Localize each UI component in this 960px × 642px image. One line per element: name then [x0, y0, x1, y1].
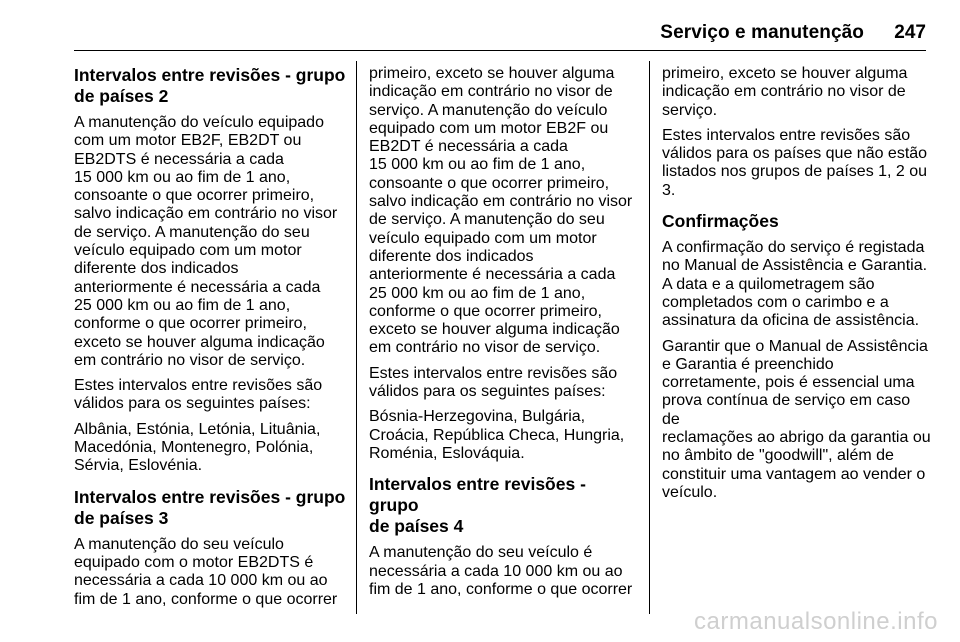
paragraph: A manutenção do veículo equipado com um motor EB2F, EB2DT ou EB2DTS é necessária a cada 15 000 km ou ao fim de 1 ano, consoante o que ocorrer primeiro, salvo indicação em contrário no visor de serviço. A manutenção do seu veículo equipado com um motor diferente dos indicados anteriormente é necessária a cada 25 000 km ou ao fim de 1 ano, conforme o que ocorrer primeiro, exceto se houver alguma indicação em contrário no visor de serviço. [74, 114, 338, 369]
column-divider-2 [649, 61, 650, 614]
column-divider-1 [356, 61, 357, 614]
paragraph: primeiro, exceto se houver alguma indicação em contrário no visor de serviço. [662, 65, 908, 119]
heading-country-group-2: Intervalos entre revisões - grupo de países 2 [74, 65, 346, 106]
paragraph: Estes intervalos entre revisões são válidos para os seguintes países: [74, 377, 323, 413]
country-list: Albânia, Estónia, Letónia, Lituânia, Macedónia, Montenegro, Polónia, Sérvia, Eslovénia. [74, 420, 321, 475]
heading-confirmations: Confirmações [662, 211, 779, 232]
paragraph: A manutenção do seu veículo é necessária a cada 10 000 km ou ao fim de 1 ano, conforme o que ocorrer [369, 544, 633, 598]
page-number: 247 [894, 22, 926, 43]
page-header [74, 0, 926, 51]
paragraph: Garantir que o Manual de Assistência e Garantia é preenchido corretamente, pois é essencial uma prova contínua de serviço em caso de reclamações ao abrigo da garantia ou no âmbito de "goodwill", além de constituir uma vantagem ao vender o veículo. [662, 337, 931, 501]
column-1 [74, 65, 346, 616]
paragraph: primeiro, exceto se houver alguma indicação em contrário no visor de serviço. A manutenção do veículo equipado com um motor EB2F ou EB2DT é necessária a cada 15 000 km ou ao fim de 1 ano, consoante o que ocorrer primeiro, salvo indicação em contrário no visor de serviço. A manutenção do seu veículo equipado com um motor diferente dos indicados anteriormente é necessária a cada 25 000 km ou ao fim de 1 ano, conforme o que ocorrer primeiro, exceto se houver alguma indicação em contrário no visor de serviço. [369, 65, 633, 357]
country-list: Bósnia-Herzegovina, Bulgária, Croácia, República Checa, Hungria, Roménia, Eslováquia. [369, 408, 625, 462]
watermark: carmanualsonline.info [694, 608, 938, 635]
section-title: Serviço e manutenção [660, 22, 864, 43]
column-2 [369, 65, 637, 606]
paragraph: Estes intervalos entre revisões são válidos para os países que não estão listados nos grupos de países 1, 2 ou 3. [662, 126, 928, 199]
paragraph: A confirmação do serviço é registada no Manual de Assistência e Garantia. A data e a quilometragem são completados com o carimbo e a assinatura da oficina de assistência. [662, 239, 928, 330]
heading-country-group-4: Intervalos entre revisões - grupo de países 4 [369, 474, 586, 537]
column-3 [662, 65, 932, 509]
paragraph: A manutenção do seu veículo equipado com o motor EB2DTS é necessária a cada 10 000 km ou ao fim de 1 ano, conforme o que ocorrer [74, 535, 338, 608]
heading-country-group-3: Intervalos entre revisões - grupo de países 3 [74, 486, 346, 528]
paragraph: Estes intervalos entre revisões são válidos para os seguintes países: [369, 364, 618, 401]
